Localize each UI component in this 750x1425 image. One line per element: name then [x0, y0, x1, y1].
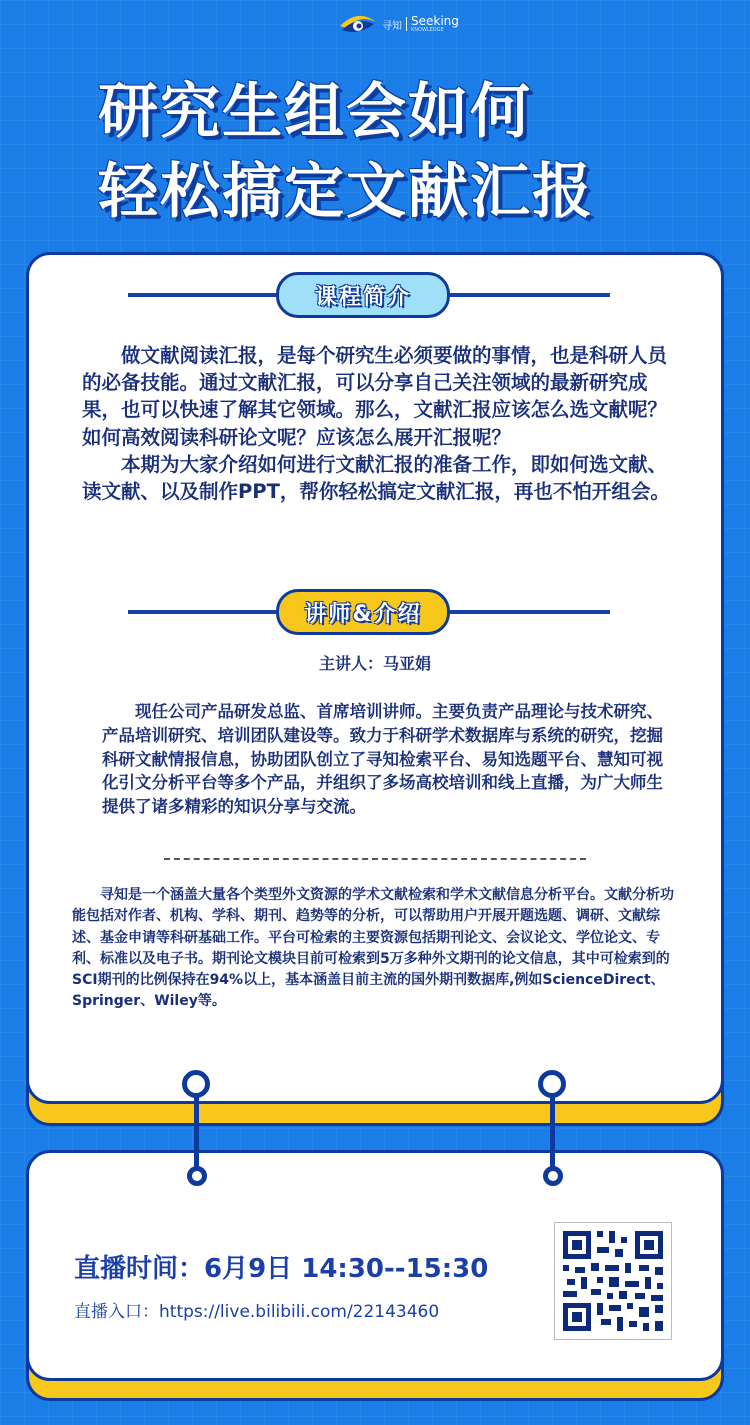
speaker-divider-right — [444, 610, 610, 614]
binder-ring-bottom-right — [543, 1166, 563, 1186]
logo-english-sub: KNOWLEDGE — [411, 27, 444, 33]
live-link[interactable]: 直播入口：https://live.bilibili.com/22143460 — [74, 1302, 440, 1322]
intro-text: 做文献阅读汇报，是每个研究生必须要做的事情，也是科研人员的必备技能。通过文献汇报，可以分享自己关注领域的最新研究成果，也可以快速了解其它领域。那么，文献汇报应该怎么选文献呢？如何高效阅读科研论文呢？应该怎么展开汇报呢？ 本期为大家介绍如何进行文献汇报的准备工作，即如何选文献、读文献、以及制作PPT，帮你轻松搞定文献汇报，再也不怕开组会。 — [82, 344, 670, 504]
speaker-section-label: 讲师&介绍 — [276, 589, 450, 635]
binder-ring-bottom-left — [187, 1166, 207, 1186]
speaker-divider-left — [128, 610, 278, 614]
intro-divider-left — [128, 293, 278, 297]
intro-divider-right — [444, 293, 610, 297]
page-title — [98, 72, 698, 232]
dashed-divider — [164, 858, 586, 860]
logo-divider — [406, 17, 407, 31]
logo-english-name: Seeking — [411, 14, 459, 28]
logo — [338, 10, 459, 38]
qr-code-icon[interactable] — [554, 1222, 672, 1340]
binder-ring-top-right — [538, 1070, 566, 1098]
seeking-eye-icon — [338, 10, 378, 38]
title-line-2: 轻松搞定文献汇报 — [98, 157, 594, 227]
logo-chinese-name: 寻知 — [382, 20, 402, 32]
intro-section-label: 课程简介 — [276, 272, 450, 318]
speaker-bio: 现任公司产品研发总监、首席培训讲师。主要负责产品理论与技术研究、产品培训研究、培训团队建设等。致力于科研学术数据库与系统的研究，挖掘科研文献情报信息，协助团队创立了寻知检索平台、易知选题平台、慧知可视化引文分析平台等多个产品，并组织了多场高校培训和线上直播，为广大师生提供了诸多精彩的知识分享与交流。 — [102, 702, 663, 817]
logo-english — [411, 15, 459, 33]
binder-ring-top-left — [182, 1070, 210, 1098]
about-text: 寻知是一个涵盖大量各个类型外文资源的学术文献检索和学术文献信息分析平台。文献分析功能包括对作者、机构、学科、期刊、趋势等的分析，可以帮助用户开展开题选题、调研、文献综述、基金申请等科研基础工作。平台可检索的主要资源包括期刊论文、会议论文、学位论文、专利、标准以及电子书。期刊论文模块目前可检索到5万多种外文期刊的论文信息，其中可检索到的SCI期刊的比例保持在94%以上，基本涵盖目前主流的国外期刊数据库,例如ScienceDirect、Springer、Wiley等。 — [72, 887, 674, 1010]
title-line-1: 研究生组会如何 — [98, 77, 532, 147]
speaker-name: 主讲人：马亚娟 — [318, 654, 431, 673]
live-time: 直播时间：6月9日 14:30--15:30 — [74, 1254, 489, 1284]
